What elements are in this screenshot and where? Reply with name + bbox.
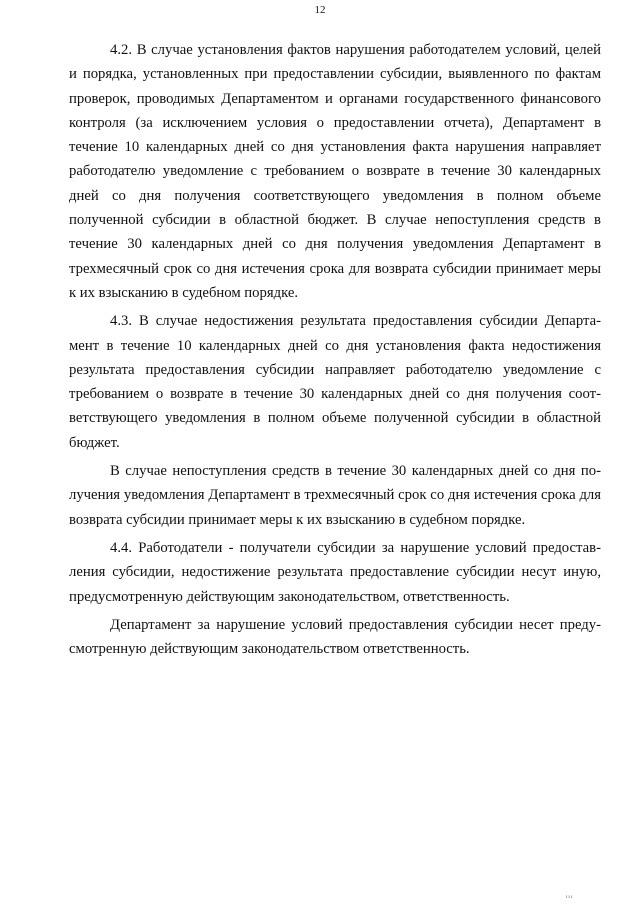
- paragraph-4-2: 4.2. В случае установления фактов нарушения работодателем условий, целей и порядка, установленных при предоставлении субсидии, выявленного по фактам проверок, проводимых Департаментом и органами государственного финансового контроля (за исключением условия о предоставлении отчета), Департамент в течение 10 календарных дней со дня установления факта нарушения направляет работодателю уведомление с требованием о возврате в течение 30 календарных дней со дня получения соответствующего уведомления в полном объеме полученной субсидии в областной бюджет. В случае непоступления средств в течение 30 календарных дней со дня получения уведомления Департамент в трехмесячный срок со дня истечения срока для возврата субсидии принимает меры к их взысканию в судебном порядке.: [69, 42, 601, 301]
- page-number: 12: [314, 4, 326, 16]
- paragraph-4-4-continued: Департамент за нарушение условий предоставления субсидии несет предусмотренную действующим законодательством ответственность.: [69, 616, 601, 658]
- paragraph-4-3: 4.3. В случае недостижения результата предоставления субсидии Департамент в течение 10 календарных дней со дня установления факта недостижения результата предоставления субсидии направляет работодателю уведомление с требованием о возврате в течение 30 календарных дней со дня получения соответствующего уведомления в полном объеме полученной субсидии в областной бюджет.: [69, 313, 601, 451]
- paragraph-4-3-continued: В случае непоступления средств в течение 30 календарных дней со дня получения уведомления Департамент в трехмесячный срок со дня истечения срока для возврата субсидии принимает меры к их взысканию в судебном порядке.: [69, 463, 601, 528]
- scan-mark: ııı: [566, 895, 574, 900]
- paragraph-4-4: 4.4. Работодатели - получатели субсидии за нарушение условий предоставления субсидии, недостижение результата предоставление субсидии несут иную, предусмотренную действующим законодательством, ответственность.: [69, 539, 601, 605]
- document-body: [69, 38, 601, 665]
